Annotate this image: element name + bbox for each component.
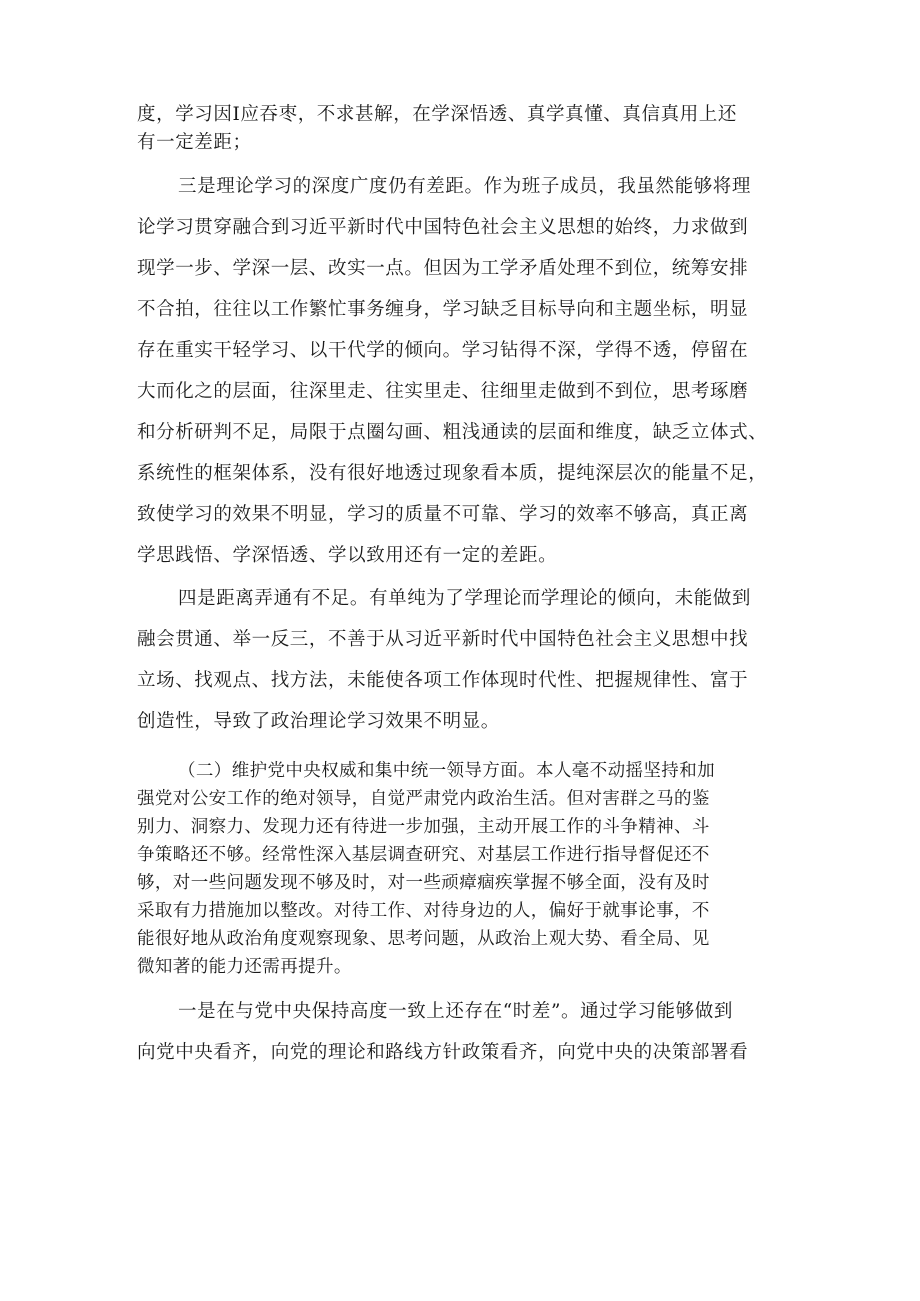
p2-line-1: 四是距离弄通有不足。有单纯为了学理论而学理论的倾向，未能做到 (178, 588, 752, 609)
p0-line-1: 度，学习因I应吞枣，不求甚解，在学深悟透、真学真懂、真信真用上还 (137, 104, 738, 125)
p4-line-2: 向党中央看齐，向党的理论和路线方针政策看齐，向党中央的决策部署看 (137, 1042, 749, 1063)
p1-line-7: 和分析研判不足，局限于点圈勾画、粗浅通读的层面和维度，缺乏立体式、 (137, 422, 768, 443)
p1-line-4: 不合拍，往往以工作繁忙事务缠身，学习缺乏目标导向和主题坐标，明显 (137, 299, 749, 320)
p1-line-10: 学思践悟、学深悟透、学以致用还有一定的差距。 (137, 545, 558, 566)
p1-line-3: 现学一步、学深一层、改实一点。但因为工学矛盾处理不到位，统筹安排 (137, 258, 749, 279)
p1-line-9: 致使学习的效果不明显，学习的质量不可靠、学习的效率不够高，真正离 (137, 504, 749, 525)
p1-line-8: 系统性的框架体系，没有很好地透过现象看本质，提纯深层次的能量不足， (137, 463, 768, 484)
p3-line-7: 能很好地从政治角度观察现象、思考问题，从政治上观大势、看全局、见 (137, 929, 710, 949)
p3-line-3: 别力、洞察力、发现力还有待进一步加强，主动开展工作的斗争精神、斗 (137, 817, 710, 837)
p1-line-5: 存在重实干轻学习、以干代学的倾向。学习钻得不深，学得不透，停留在 (137, 340, 749, 361)
p0-line-2: 有一定差距； (137, 132, 252, 153)
p2-line-3: 立场、找观点、找方法，未能使各项工作体现时代性、把握规律性、富于 (137, 670, 749, 691)
p2-line-2: 融会贯通、举一反三，不善于从习近平新时代中国特色社会主义思想中找 (137, 629, 749, 650)
p1-line-6: 大而化之的层面，往深里走、往实里走、往细里走做到不到位，思考琢磨 (137, 381, 749, 402)
p3-line-4: 争策略还不够。经常性深入基层调查研究、对基层工作进行指导督促还不 (137, 845, 710, 865)
p1-line-1: 三是理论学习的深度广度仍有差距。作为班子成员，我虽然能够将理 (178, 176, 752, 197)
p3-line-5: 够，对一些问题发现不够及时，对一些顽瘴痼疾掌握不够全面，没有及时 (137, 873, 710, 893)
p3-line-1: （二）维护党中央权威和集中统一领导方面。本人毫不动摇坚持和加 (178, 761, 715, 781)
p3-line-8: 微知著的能力还需再提升。 (137, 957, 352, 977)
p2-line-4: 创造性，导致了政治理论学习效果不明显。 (137, 711, 500, 732)
p3-line-6: 采取有力措施加以整改。对待工作、对待身边的人，偏好于就事论事，不 (137, 901, 710, 921)
p1-line-2: 论学习贯穿融合到习近平新时代中国特色社会主义思想的始终，力求做到 (137, 217, 749, 238)
p3-line-2: 强党对公安工作的绝对领导，自觉严肃党内政治生活。但对害群之马的鉴 (137, 789, 710, 809)
p4-line-1: 一是在与党中央保持高度一致上还存在“时差”。通过学习能够做到 (178, 1001, 733, 1022)
